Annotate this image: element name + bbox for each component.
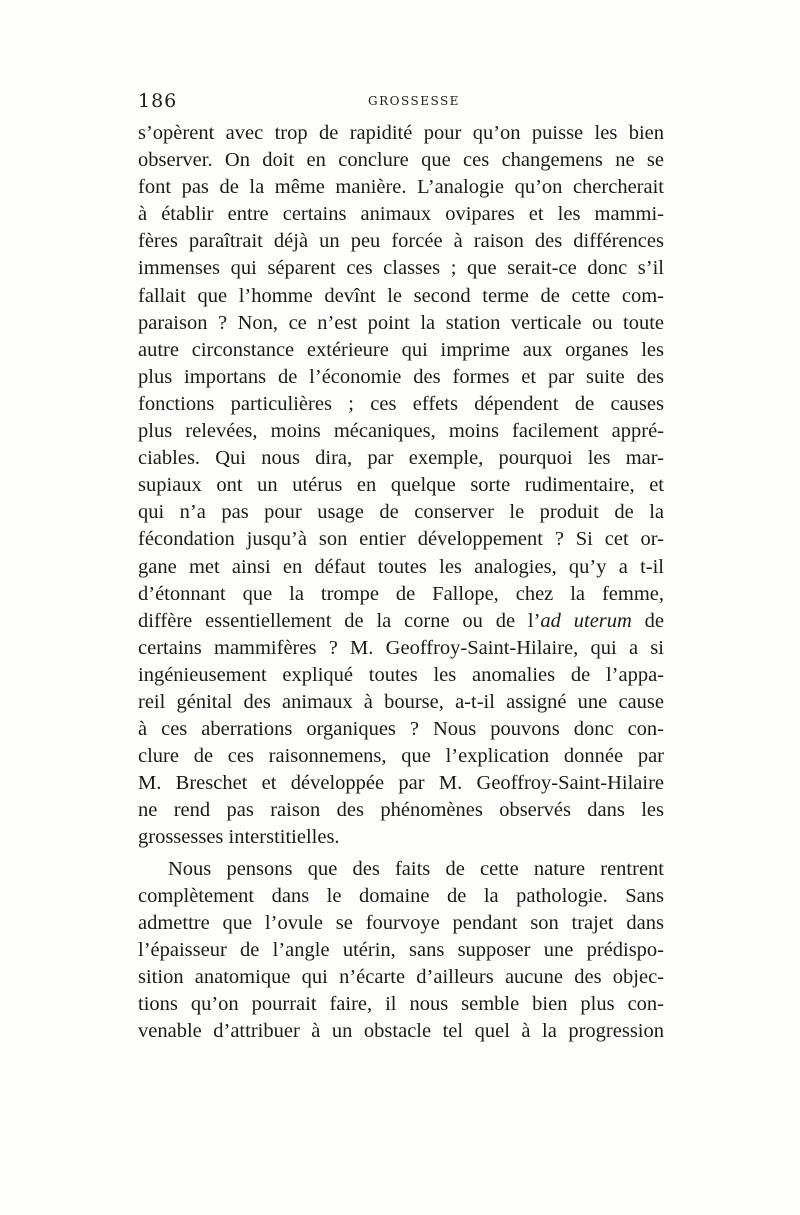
- text-line: ne rend pas raison des phénomènes observés dans les: [138, 799, 664, 822]
- text-line: ingénieusement expliqué toutes les anomalies de l’appa-: [138, 663, 664, 686]
- text-line: ciables. Qui nous dira, par exemple, pourquoi les mar-: [138, 447, 664, 470]
- text-line: paraison ? Non, ce n’est point la station verticale ou toute: [138, 311, 664, 334]
- page-header: [138, 90, 664, 114]
- text-line: venable d’attribuer à un obstacle tel quel à la progression: [138, 1020, 664, 1043]
- running-head: GROSSESSE: [368, 94, 460, 108]
- text-line: s’opèrent avec trop de rapidité pour qu’on puisse les bien: [138, 122, 664, 144]
- text-line: sition anatomique qui n’écarte d’ailleurs aucune des objec-: [138, 965, 664, 988]
- text-line: qui n’a pas pour usage de conserver le produit de la: [138, 501, 664, 524]
- text-line: reil génital des animaux à bourse, a-t-il assigné une cause: [138, 690, 664, 713]
- text-line: admettre que l’ovule se fourvoye pendant son trajet dans: [138, 911, 664, 934]
- text-line: gane met ainsi en défaut toutes les analogies, qu’y a t-il: [138, 555, 664, 578]
- text-line: autre circonstance extérieure qui imprime aux organes les: [138, 338, 664, 361]
- text-line: fonctions particulières ; ces effets dépendent de causes: [138, 392, 664, 415]
- text-line: plus importans de l’économie des formes et par suite des: [138, 365, 664, 388]
- text-line: supiaux ont un utérus en quelque sorte rudimentaire, et: [138, 474, 664, 497]
- text-line: grossesses interstitielles.: [138, 826, 340, 849]
- text-line: Nous pensons que des faits de cette nature rentrent: [168, 857, 664, 880]
- text-line: fécondation jusqu’à son entier développement ? Si cet or-: [138, 528, 664, 551]
- text-line: font pas de la même manière. L’analogie qu’on chercherait: [138, 176, 664, 199]
- text-line: tions qu’on pourrait faire, il nous semble bien plus con-: [138, 993, 664, 1015]
- text-line: fères paraîtrait déjà un peu forcée à raison des différences: [138, 230, 664, 253]
- text-line: plus relevées, moins mécaniques, moins facilement appré-: [138, 420, 664, 443]
- page-number: 186: [138, 90, 178, 112]
- body-text: [138, 120, 664, 1045]
- paragraph-2: [138, 856, 664, 1046]
- text-line: clure de ces raisonnemens, que l’explication donnée par: [138, 745, 664, 768]
- text-line: certains mammifères ? M. Geoffroy-Saint-Hilaire, qui a si: [138, 636, 664, 659]
- text-line: M. Breschet et développée par M. Geoffroy-Saint-Hilaire: [138, 772, 664, 795]
- text-line-with-italic: diffère essentiellement de la corne ou de l’ad uterum de: [138, 609, 664, 632]
- text-line: observer. On doit en conclure que ces changemens ne se: [138, 149, 664, 172]
- paragraph-1: [138, 120, 664, 852]
- text-line: d’étonnant que la trompe de Fallope, chez la femme,: [138, 582, 664, 605]
- text-line: fallait que l’homme devînt le second terme de cette com-: [138, 284, 664, 307]
- text-line: l’épaisseur de l’angle utérin, sans supposer une prédispo-: [138, 938, 664, 961]
- text-line: à établir entre certains animaux ovipares et les mammi-: [138, 203, 664, 226]
- text-line: immenses qui séparent ces classes ; que serait-ce donc s’il: [138, 257, 664, 280]
- text-line: à ces aberrations organiques ? Nous pouvons donc con-: [138, 718, 664, 741]
- text-line: complètement dans le domaine de la pathologie. Sans: [138, 884, 664, 907]
- italic-phrase: ad uterum: [540, 609, 632, 632]
